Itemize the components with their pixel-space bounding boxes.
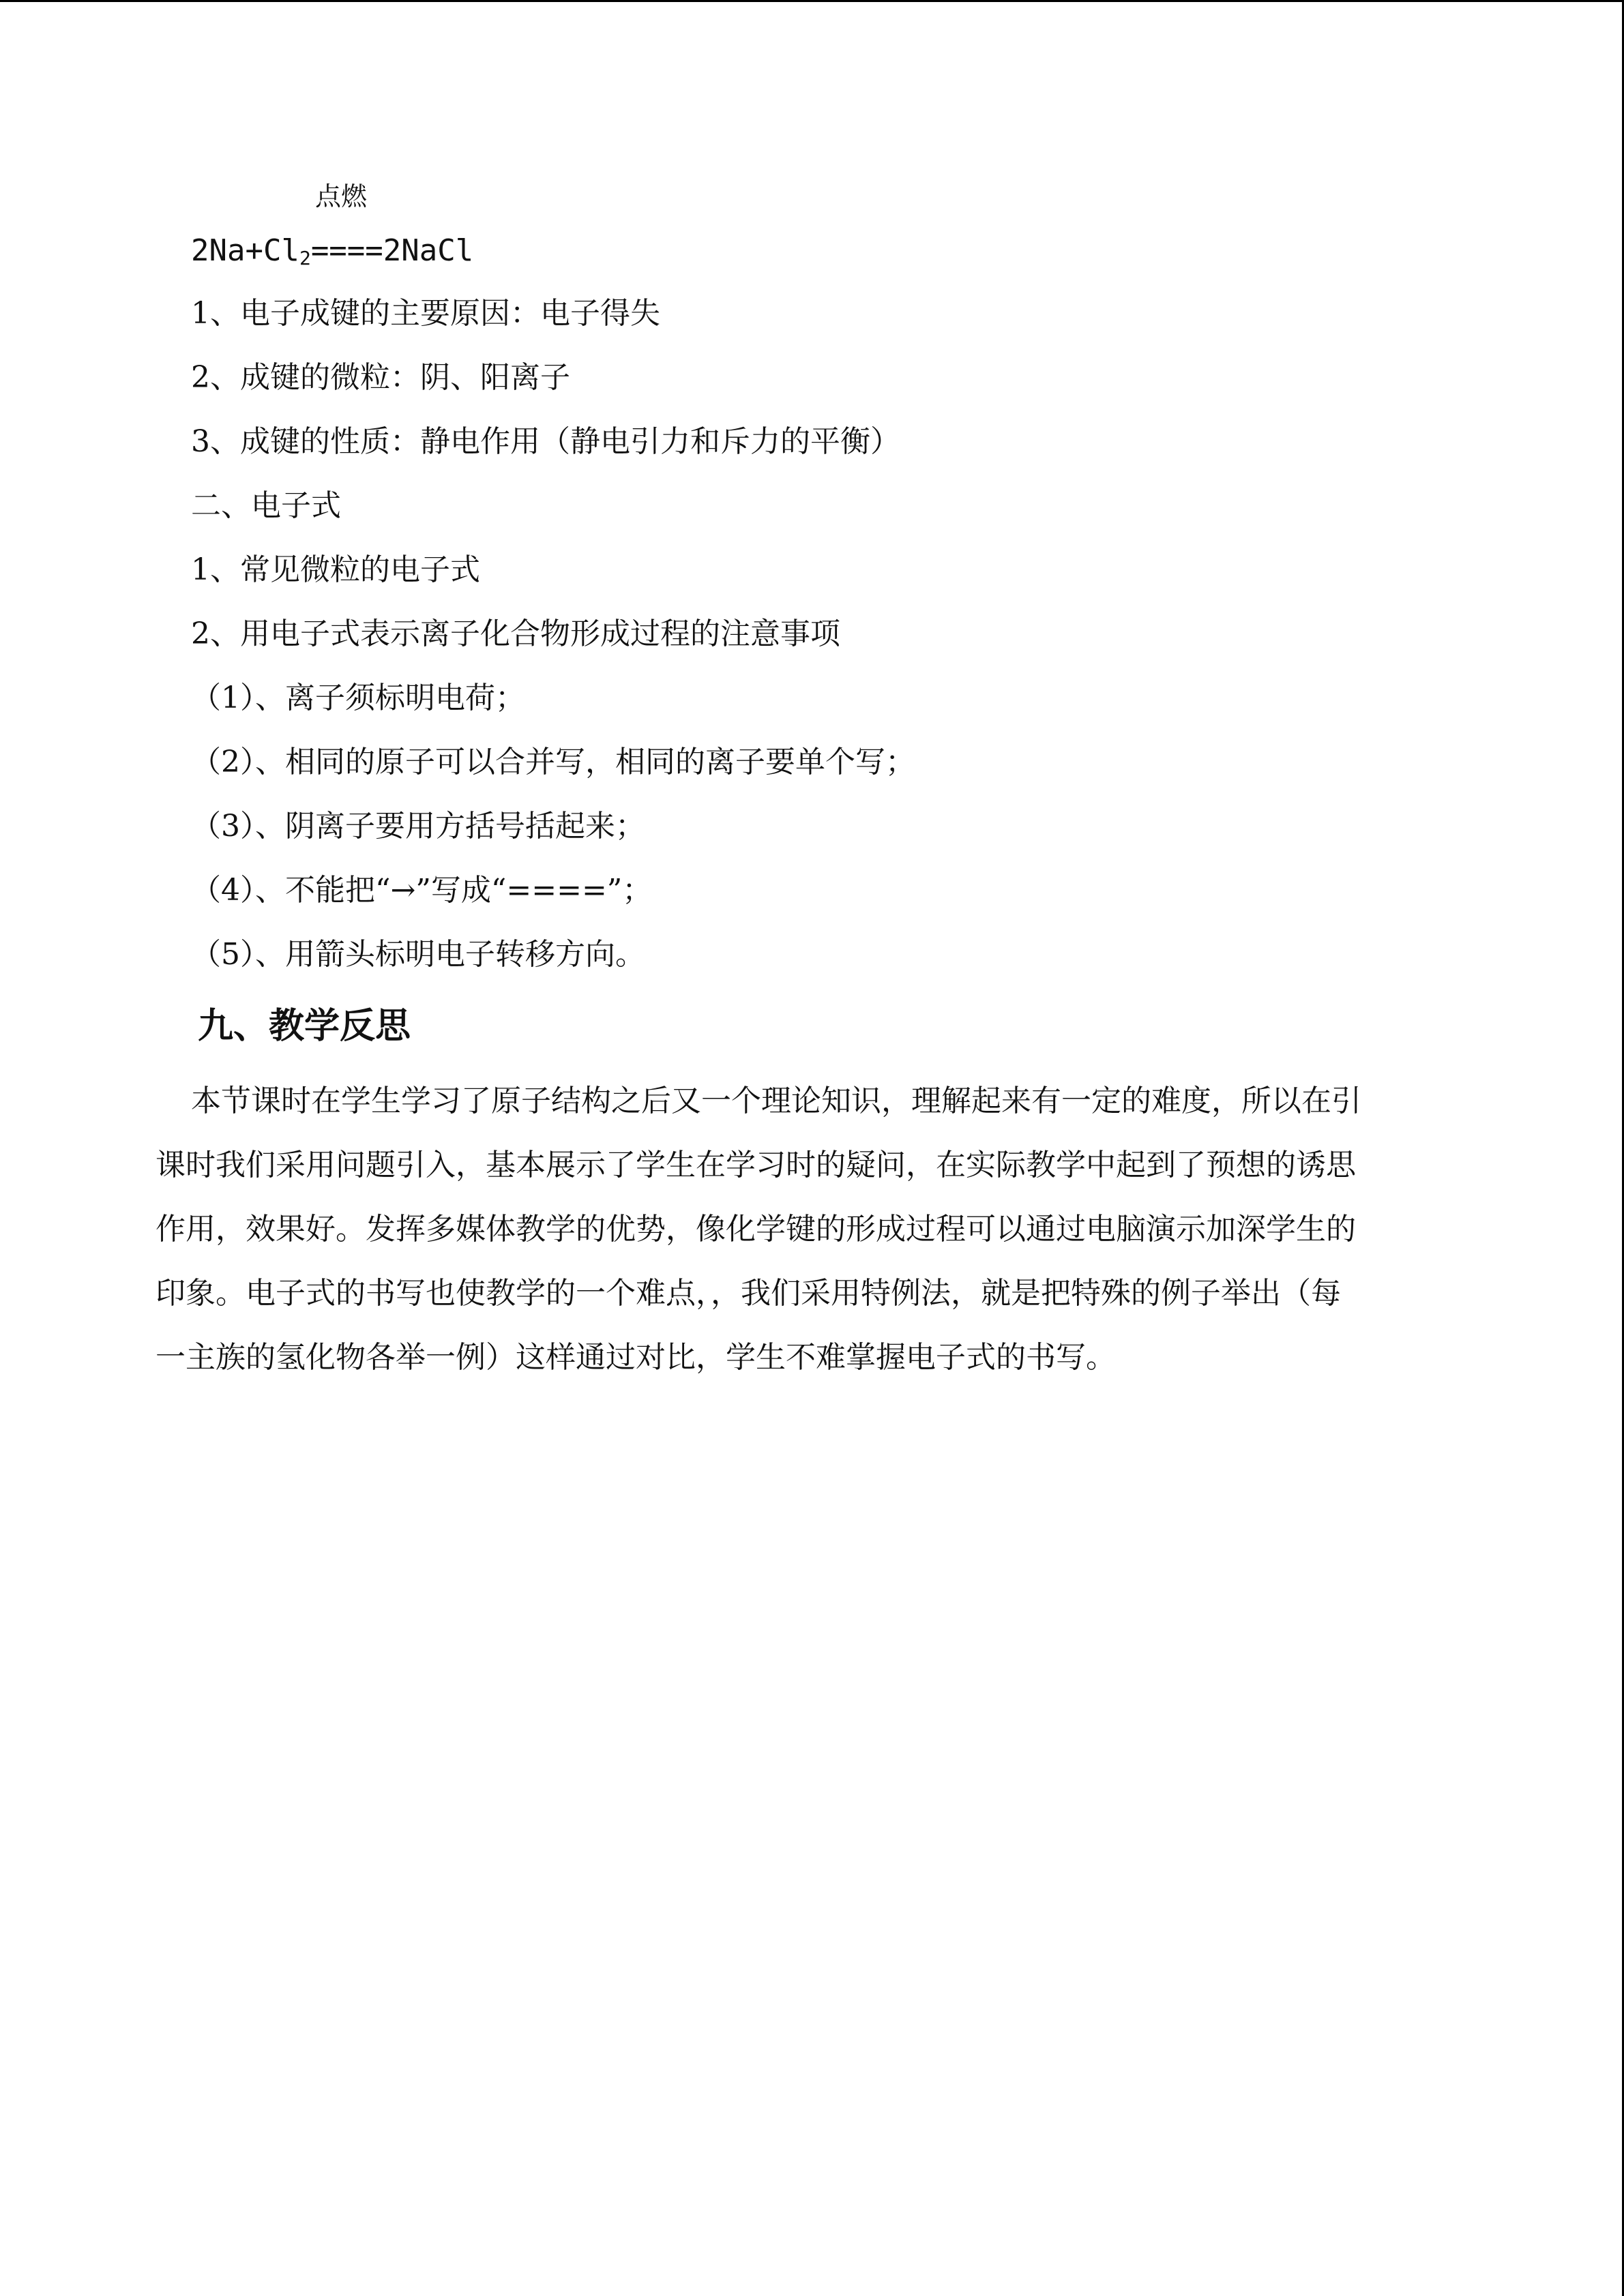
- page-top-border: [0, 0, 1624, 2]
- list-item: 3、成键的性质：静电作用（静电引力和斥力的平衡）: [191, 424, 900, 459]
- note-item: （2）、相同的原子可以合并写，相同的离子要单个写；: [191, 745, 915, 779]
- note-item: （3）、阴离子要用方括号括起来；: [191, 809, 645, 844]
- reaction-condition: 点燃: [315, 181, 368, 211]
- subsection-title: 二、电子式: [191, 488, 341, 523]
- note-item: （1）、离子须标明电荷；: [191, 681, 525, 715]
- paragraph-line: 本节课时在学生学习了原子结构之后又一个理论知识，理解起来有一定的难度，所以在引: [191, 1084, 1361, 1118]
- paragraph-line: 印象。电子式的书写也使教学的一个难点，，我们采用特例法，就是把特殊的例子举出（每: [156, 1276, 1341, 1311]
- note-item: （5）、用箭头标明电子转移方向。: [191, 937, 645, 972]
- reaction-left: 2Na+Cl: [191, 233, 299, 268]
- reaction-equation: [191, 230, 473, 279]
- section-heading: 九、教学反思: [198, 1006, 411, 1047]
- reaction-subscript: 2: [299, 247, 311, 269]
- reaction-right: ====2NaCl: [310, 233, 474, 268]
- reflection-paragraph: [156, 1069, 1465, 1390]
- paragraph-line: 课时我们采用问题引入，基本展示了学生在学习时的疑问，在实际教学中起到了预想的诱思: [156, 1148, 1356, 1182]
- list-item: 1、常见微粒的电子式: [191, 552, 480, 587]
- note-item: （4）、不能把“→”写成“====”；: [191, 873, 653, 908]
- paragraph-line: 作用，效果好。发挥多媒体教学的优势，像化学键的形成过程可以通过电脑演示加深学生的: [156, 1212, 1356, 1247]
- paragraph-line: 一主族的氢化物各举一例）这样通过对比，学生不难掌握电子式的书写。: [156, 1340, 1116, 1375]
- list-item: 1、电子成键的主要原因：电子得失: [191, 296, 660, 331]
- list-item: 2、成键的微粒：阴、阳离子: [191, 360, 570, 395]
- list-item: 2、用电子式表示离子化合物形成过程的注意事项: [191, 616, 840, 651]
